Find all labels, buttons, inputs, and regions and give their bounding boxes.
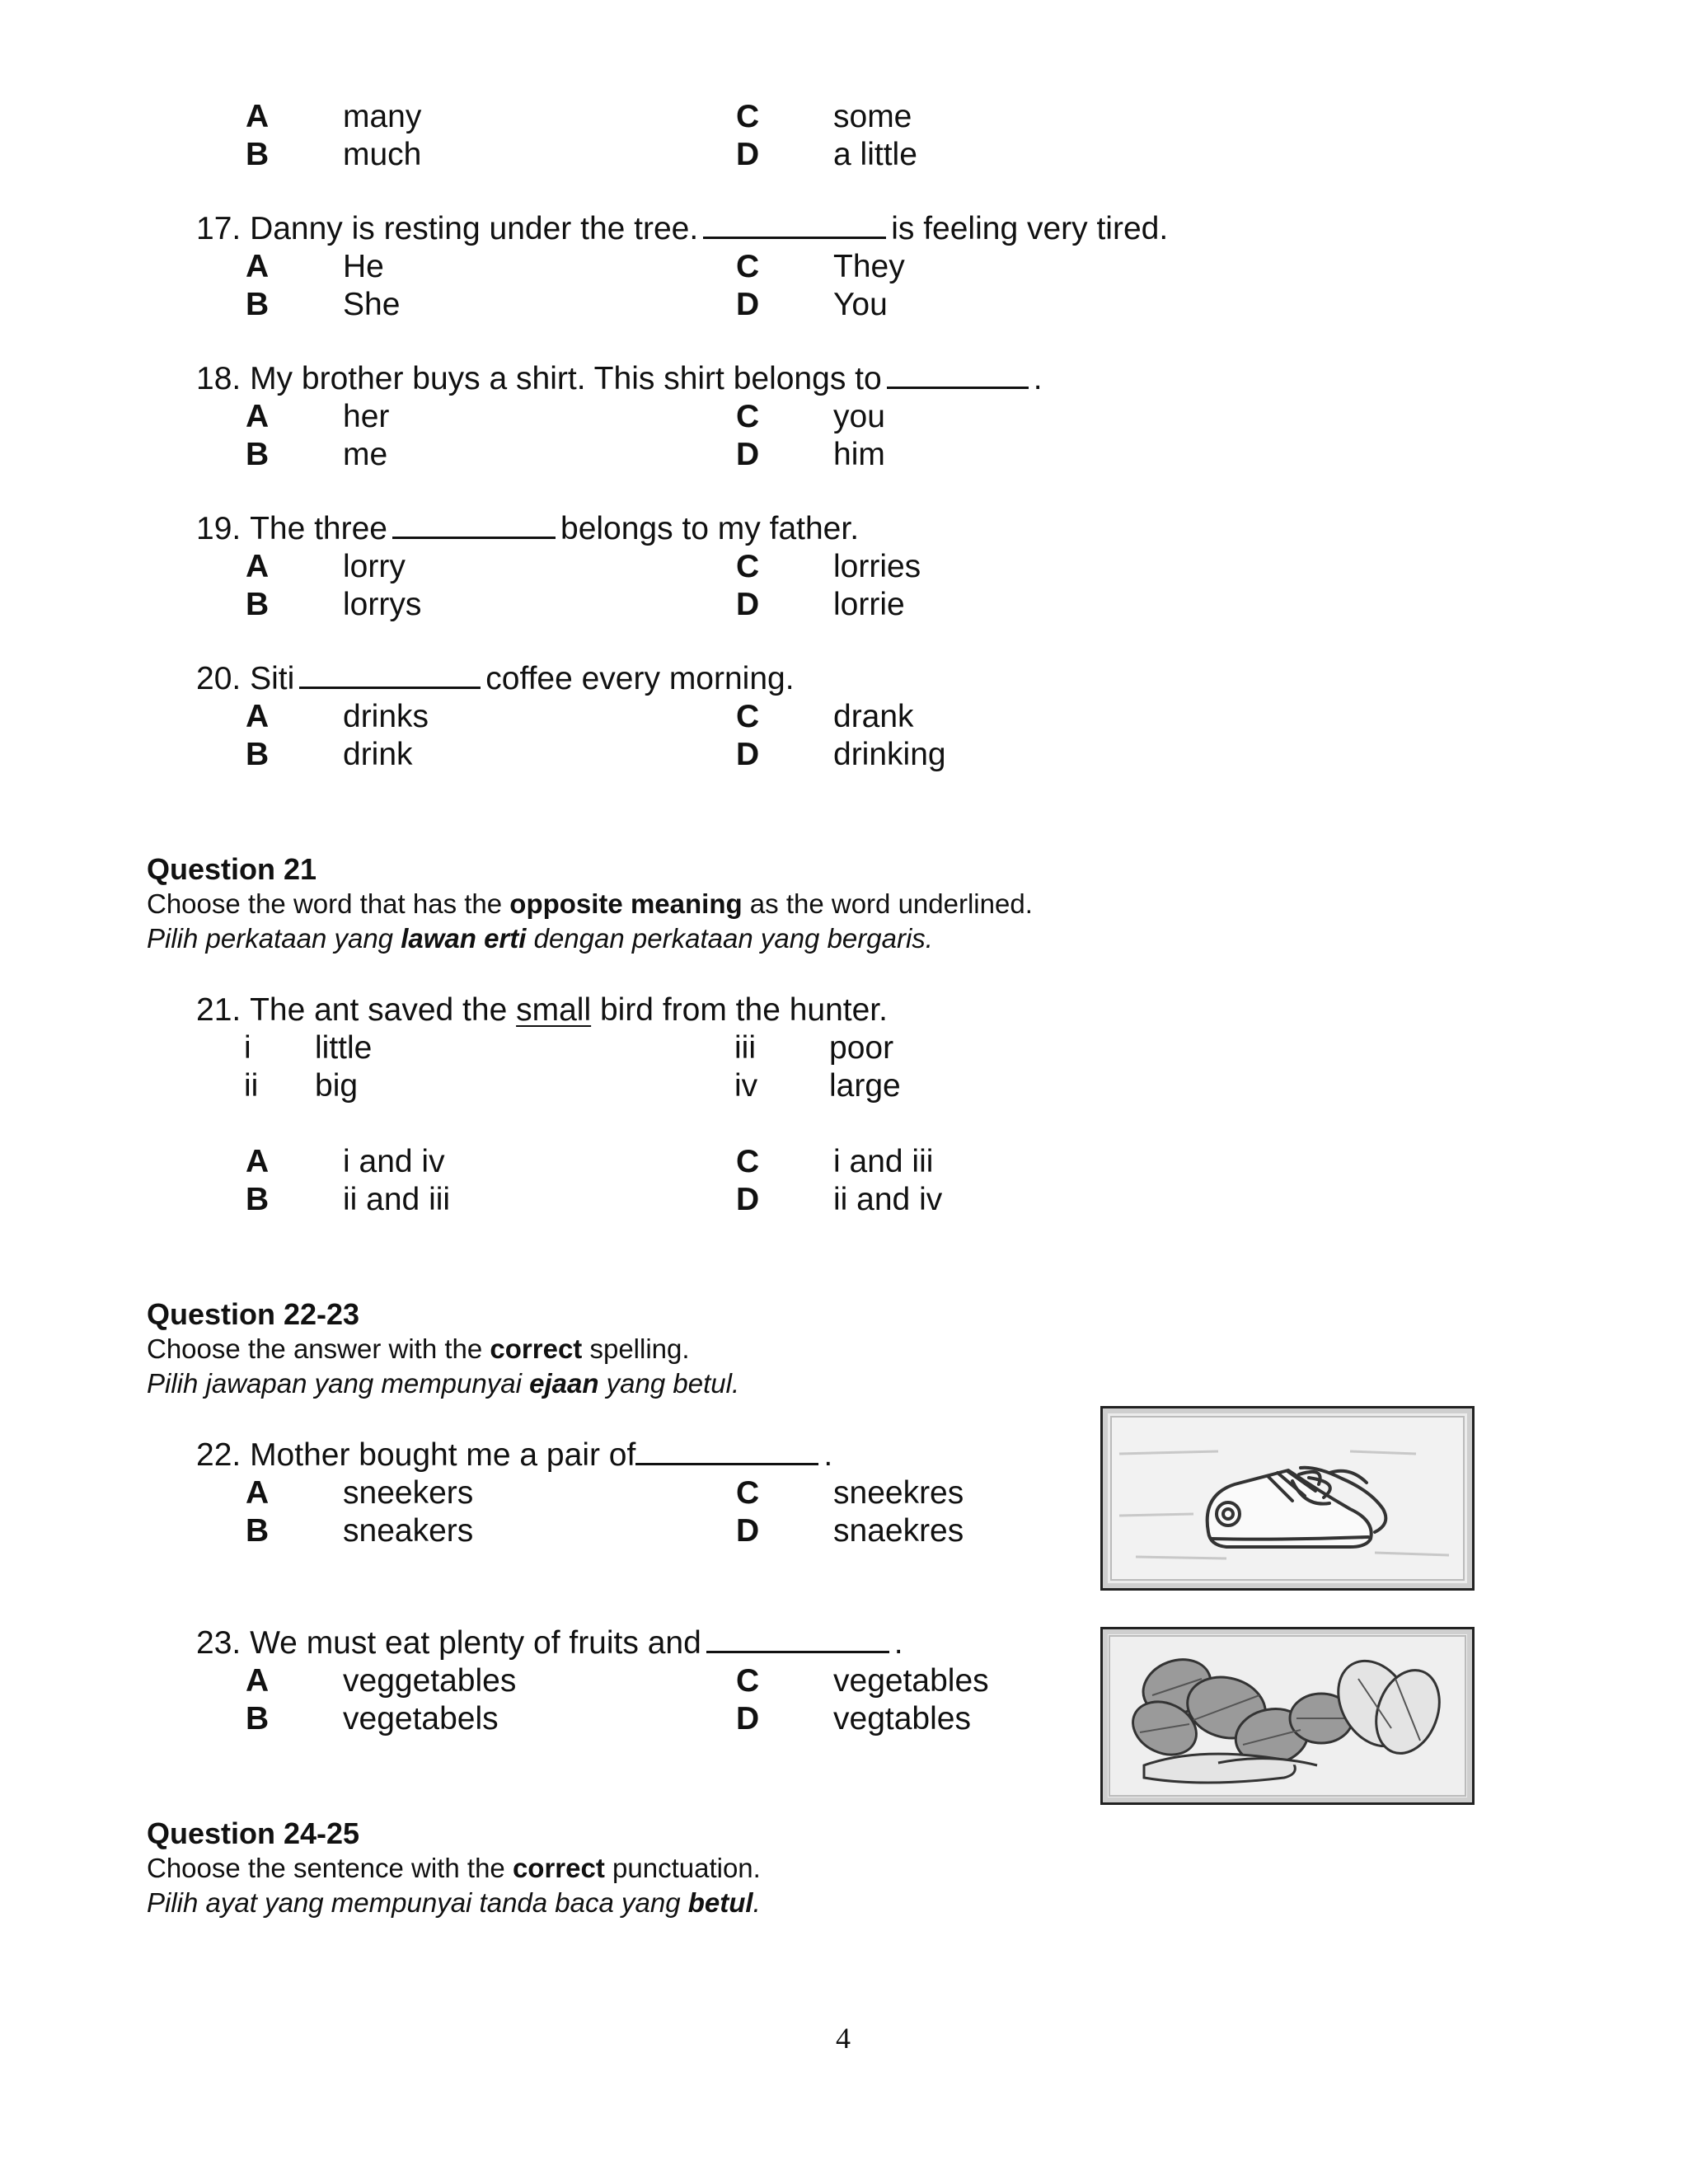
- instruction-bold: correct: [490, 1333, 583, 1364]
- question-text-before: The ant saved the: [250, 992, 517, 1028]
- question-text-before: Siti: [250, 661, 295, 696]
- q18-option-b-letter: B: [246, 437, 270, 472]
- question-text-before: Mother bought me a pair of: [250, 1437, 636, 1473]
- vegetables-icon: [1103, 1629, 1472, 1802]
- question-21: [196, 992, 888, 1029]
- instruction-text: Pilih ayat yang mempunyai tanda baca yang: [147, 1887, 688, 1918]
- q21-item-ii-numeral: ii: [244, 1068, 259, 1104]
- q19-option-d-letter: D: [736, 587, 760, 622]
- question-text-after: .: [1033, 361, 1043, 396]
- q20-option-c-text: drank: [833, 699, 914, 734]
- q23-option-a-letter: A: [246, 1663, 270, 1699]
- instruction-text: yang betul.: [598, 1368, 740, 1399]
- instruction-bold: betul: [687, 1887, 753, 1918]
- question-19: [196, 511, 859, 547]
- q23-option-b-text: vegetabels: [343, 1701, 499, 1736]
- section-21-instruction-malay: [147, 923, 933, 954]
- question-23: [196, 1625, 903, 1661]
- q17-option-d-text: You: [833, 287, 888, 322]
- instruction-bold: ejaan: [529, 1368, 599, 1399]
- q22-option-d-text: snaekres: [833, 1513, 964, 1549]
- q22-option-d-letter: D: [736, 1513, 760, 1549]
- instruction-bold: correct: [512, 1853, 605, 1883]
- q21-item-iii-text: poor: [829, 1030, 894, 1066]
- sneakers-picture: [1100, 1406, 1475, 1591]
- q21-option-d-letter: D: [736, 1182, 760, 1217]
- answer-blank: [299, 686, 481, 689]
- q21-item-iv-text: large: [829, 1068, 901, 1104]
- q16-option-b-text: much: [343, 137, 422, 172]
- section-22-23-instruction: [147, 1333, 690, 1365]
- q22-option-c-letter: C: [736, 1475, 760, 1511]
- q21-item-iii-numeral: iii: [734, 1030, 756, 1066]
- q18-option-a-text: her: [343, 399, 390, 434]
- q19-option-d-text: lorrie: [833, 587, 905, 622]
- q20-option-b-letter: B: [246, 737, 270, 772]
- instruction-bold: opposite meaning: [509, 888, 743, 919]
- question-text-after: .: [823, 1437, 833, 1473]
- q18-option-c-letter: C: [736, 399, 760, 434]
- section-21-heading: Question 21: [147, 852, 317, 886]
- q21-item-i-text: little: [315, 1030, 373, 1066]
- answer-blank: [887, 386, 1029, 389]
- instruction-text: spelling.: [582, 1333, 690, 1364]
- q18-option-a-letter: A: [246, 399, 270, 434]
- instruction-bold: lawan erti: [401, 923, 527, 954]
- q18-option-d-letter: D: [736, 437, 760, 472]
- q18-option-b-text: me: [343, 437, 388, 472]
- q17-option-c-letter: C: [736, 249, 760, 284]
- instruction-text: .: [753, 1887, 761, 1918]
- q20-option-a-text: drinks: [343, 699, 429, 734]
- question-text-before: The three: [250, 511, 387, 546]
- q21-option-c-letter: C: [736, 1144, 760, 1179]
- q17-option-c-text: They: [833, 249, 905, 284]
- q18-option-c-text: you: [833, 399, 885, 434]
- question-number: 22.: [196, 1437, 241, 1473]
- q22-option-a-text: sneekers: [343, 1475, 474, 1511]
- instruction-text: dengan perkataan yang bergaris.: [526, 923, 933, 954]
- q21-option-a-letter: A: [246, 1144, 270, 1179]
- q21-item-iv-numeral: iv: [734, 1068, 758, 1104]
- q20-option-a-letter: A: [246, 699, 270, 734]
- instruction-text: Choose the answer with the: [147, 1333, 490, 1364]
- question-number: 23.: [196, 1625, 241, 1661]
- q17-option-a-text: He: [343, 249, 384, 284]
- section-22-23-instruction-malay: [147, 1368, 739, 1399]
- q16-option-a-letter: A: [246, 99, 270, 134]
- q16-option-c-letter: C: [736, 99, 760, 134]
- q20-option-d-text: drinking: [833, 737, 946, 772]
- section-21-instruction: [147, 888, 1033, 920]
- q23-option-b-letter: B: [246, 1701, 270, 1736]
- section-22-23-heading: Question 22-23: [147, 1297, 360, 1331]
- q21-option-a-text: i and iv: [343, 1144, 445, 1179]
- q22-option-c-text: sneekres: [833, 1475, 964, 1511]
- q23-option-d-text: vegtables: [833, 1701, 971, 1736]
- answer-blank: [392, 536, 556, 539]
- question-text-after: belongs to my father.: [560, 511, 860, 546]
- question-text-before: We must eat plenty of fruits and: [250, 1625, 701, 1661]
- question-20: [196, 661, 795, 697]
- q23-option-c-text: vegetables: [833, 1663, 989, 1699]
- q19-option-a-text: lorry: [343, 549, 406, 584]
- sneakers-icon: [1103, 1408, 1472, 1588]
- q21-option-c-text: i and iii: [833, 1144, 934, 1179]
- q16-option-c-text: some: [833, 99, 912, 134]
- q20-option-d-letter: D: [736, 737, 760, 772]
- answer-blank: [635, 1462, 818, 1465]
- instruction-text: Choose the sentence with the: [147, 1853, 513, 1883]
- q20-option-b-text: drink: [343, 737, 413, 772]
- question-text-after: bird from the hunter.: [591, 992, 888, 1028]
- question-text-before: Danny is resting under the tree.: [250, 211, 699, 246]
- question-number: 17.: [196, 211, 241, 246]
- section-24-25-heading: Question 24-25: [147, 1816, 360, 1850]
- q22-option-b-text: sneakers: [343, 1513, 474, 1549]
- q21-option-b-letter: B: [246, 1182, 270, 1217]
- underlined-word: small: [516, 992, 592, 1028]
- q17-option-a-letter: A: [246, 249, 270, 284]
- q21-option-d-text: ii and iv: [833, 1182, 943, 1217]
- q17-option-b-text: She: [343, 287, 401, 322]
- answer-blank: [706, 1650, 889, 1653]
- question-22: [196, 1437, 832, 1474]
- question-number: 18.: [196, 361, 241, 396]
- q16-option-b-letter: B: [246, 137, 270, 172]
- question-text-after: .: [893, 1625, 903, 1661]
- q19-option-a-letter: A: [246, 549, 270, 584]
- section-24-25-instruction: [147, 1853, 761, 1884]
- instruction-text: as the word underlined.: [742, 888, 1033, 919]
- q21-item-i-numeral: i: [244, 1030, 251, 1066]
- question-number: 20.: [196, 661, 241, 696]
- q23-option-c-letter: C: [736, 1663, 760, 1699]
- q18-option-d-text: him: [833, 437, 885, 472]
- question-text-after: is feeling very tired.: [891, 211, 1169, 246]
- instruction-text: Choose the word that has the: [147, 888, 510, 919]
- question-18: [196, 361, 1043, 397]
- instruction-text: punctuation.: [604, 1853, 761, 1883]
- q22-option-a-letter: A: [246, 1475, 270, 1511]
- q21-item-ii-text: big: [315, 1068, 359, 1104]
- q20-option-c-letter: C: [736, 699, 760, 734]
- q19-option-c-text: lorries: [833, 549, 921, 584]
- q17-option-d-letter: D: [736, 287, 760, 322]
- question-17: [196, 211, 1168, 247]
- q17-option-b-letter: B: [246, 287, 270, 322]
- instruction-text: Pilih jawapan yang mempunyai: [147, 1368, 530, 1399]
- question-text-before: My brother buys a shirt. This shirt belongs to: [250, 361, 882, 396]
- instruction-text: Pilih perkataan yang: [147, 923, 401, 954]
- q16-option-d-text: a little: [833, 137, 917, 172]
- answer-blank: [703, 236, 886, 239]
- q19-option-b-text: lorrys: [343, 587, 422, 622]
- q19-option-b-letter: B: [246, 587, 270, 622]
- question-number: 19.: [196, 511, 241, 546]
- q21-option-b-text: ii and iii: [343, 1182, 451, 1217]
- q19-option-c-letter: C: [736, 549, 760, 584]
- section-24-25-instruction-malay: [147, 1887, 761, 1919]
- q23-option-d-letter: D: [736, 1701, 760, 1736]
- page-number: 4: [836, 2022, 851, 2055]
- question-text-after: coffee every morning.: [485, 661, 795, 696]
- vegetables-picture: [1100, 1627, 1475, 1805]
- q23-option-a-text: veggetables: [343, 1663, 517, 1699]
- q16-option-a-text: many: [343, 99, 422, 134]
- question-number: 21.: [196, 992, 241, 1028]
- q22-option-b-letter: B: [246, 1513, 270, 1549]
- q16-option-d-letter: D: [736, 137, 760, 172]
